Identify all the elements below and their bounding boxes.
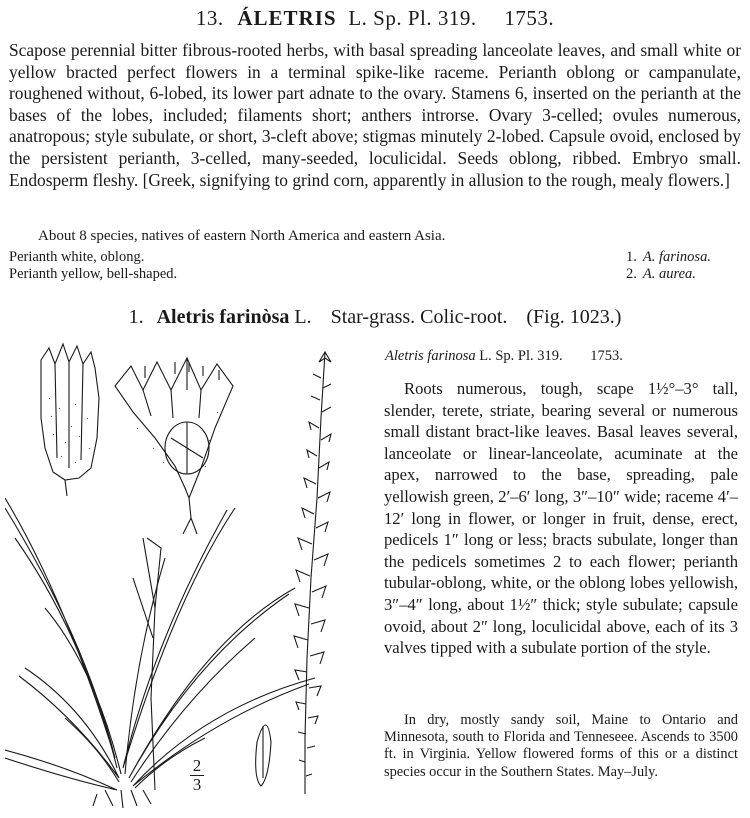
- flower-detail-open: [115, 358, 233, 534]
- scale-numerator: 2: [192, 756, 202, 775]
- genus-number: 13.: [195, 6, 224, 30]
- habitat-paragraph: [384, 712, 738, 781]
- species-citation: [385, 348, 623, 365]
- genus-name: ÁLETRIS: [237, 6, 337, 30]
- figure-reference: (Fig. 1023.): [526, 306, 622, 328]
- plant-illustration: [5, 338, 375, 810]
- raceme: [294, 352, 331, 794]
- species-name: Aletris farinòsa: [156, 306, 290, 328]
- common-names: Star-grass. Colic-root.: [330, 306, 508, 328]
- species-description-text: Roots numerous, tough, scape 1½°–3° tall, slender, terete, striate, bearing several or numerous small distant bract-like leaves. Basal leaves several, lanceolate or linear-lanceolate, acuminate at the apex, narrowed to the base, spreading, pale yellowish green, 2′–6′ long, 3″–10″ wide; raceme 4′–12′ long in flower, or longer in fruit, dense, erect, pedicels 1″ long or less; bracts subulate, longer than the pedicels sometimes 2 to each flower; perianth tubular-oblong, white, or the oblong lobes yellowish, 3″–4″ long, about 1½″ thick; style subulate; capsule ovoid, about 2″ long, loculicidal above, each of its 3 valves tipped with a subulate portion of the style.: [384, 379, 738, 658]
- key-trait: Perianth white, oblong.: [9, 249, 145, 265]
- key-trait: Perianth yellow, bell-shaped.: [9, 266, 178, 282]
- key-number: 1.: [626, 249, 637, 265]
- genus-reference: L. Sp. Pl. 319.: [348, 6, 477, 30]
- citation-year: 1753.: [590, 348, 623, 364]
- species-authority: L.: [294, 306, 312, 328]
- genus-heading: [0, 6, 750, 31]
- species-heading: [0, 306, 750, 329]
- species-number: 1.: [128, 306, 144, 328]
- habitat-text: In dry, mostly sandy soil, Maine to Ontario and Minnesota, south to Florida and Tenneseee. Ascends to 3500 ft. in Virginia. Yellow flowered forms of this or a distinct species occur in the Southern States. May–July.: [384, 712, 738, 780]
- key-row: [9, 266, 731, 283]
- key-species: A. farinosa.: [642, 249, 711, 265]
- key-species: A. aurea.: [642, 266, 696, 282]
- genus-description: Scapose perennial bitter fibrous-rooted herbs, with basal spreading lanceolate leaves, and small white or yellow bracted perfect flowers in a terminal spike-like raceme. Perianth oblong or campanulate, roughened without, 6-lobed, its lower part adnate to the ovary. Stamens 6, inserted on the perianth at the bases of the lobes, included; filaments short; anthers introrse. Ovary 3-celled; ovules numerous, anatropous; style subulate, or short, 3-cleft above; stigmas minutely 2-lobed. Capsule ovoid, enclosed by the persistent perianth, 3-celled, many-seeded, loculicidal. Seeds oblong, ribbed. Embryo small. Endosperm fleshy. [Greek, signifying to grind corn, apparently in allusion to the rough, mealy flowers.]: [9, 40, 741, 190]
- key-row: [9, 249, 731, 266]
- citation-name: Aletris farinosa: [385, 348, 476, 364]
- citation-reference: L. Sp. Pl. 319.: [479, 348, 563, 364]
- scale-fraction: [190, 758, 204, 793]
- flower-detail-closed: [41, 344, 99, 496]
- scape-stem: [133, 538, 161, 790]
- genus-year: 1753.: [504, 6, 555, 30]
- species-count: About 8 species, natives of eastern North America and eastern Asia.: [38, 228, 446, 244]
- species-description: [384, 378, 738, 659]
- seed-detail: [256, 725, 271, 786]
- key-number: 2.: [626, 266, 637, 282]
- basal-leaves: [5, 498, 315, 808]
- scale-denominator: 3: [192, 775, 202, 794]
